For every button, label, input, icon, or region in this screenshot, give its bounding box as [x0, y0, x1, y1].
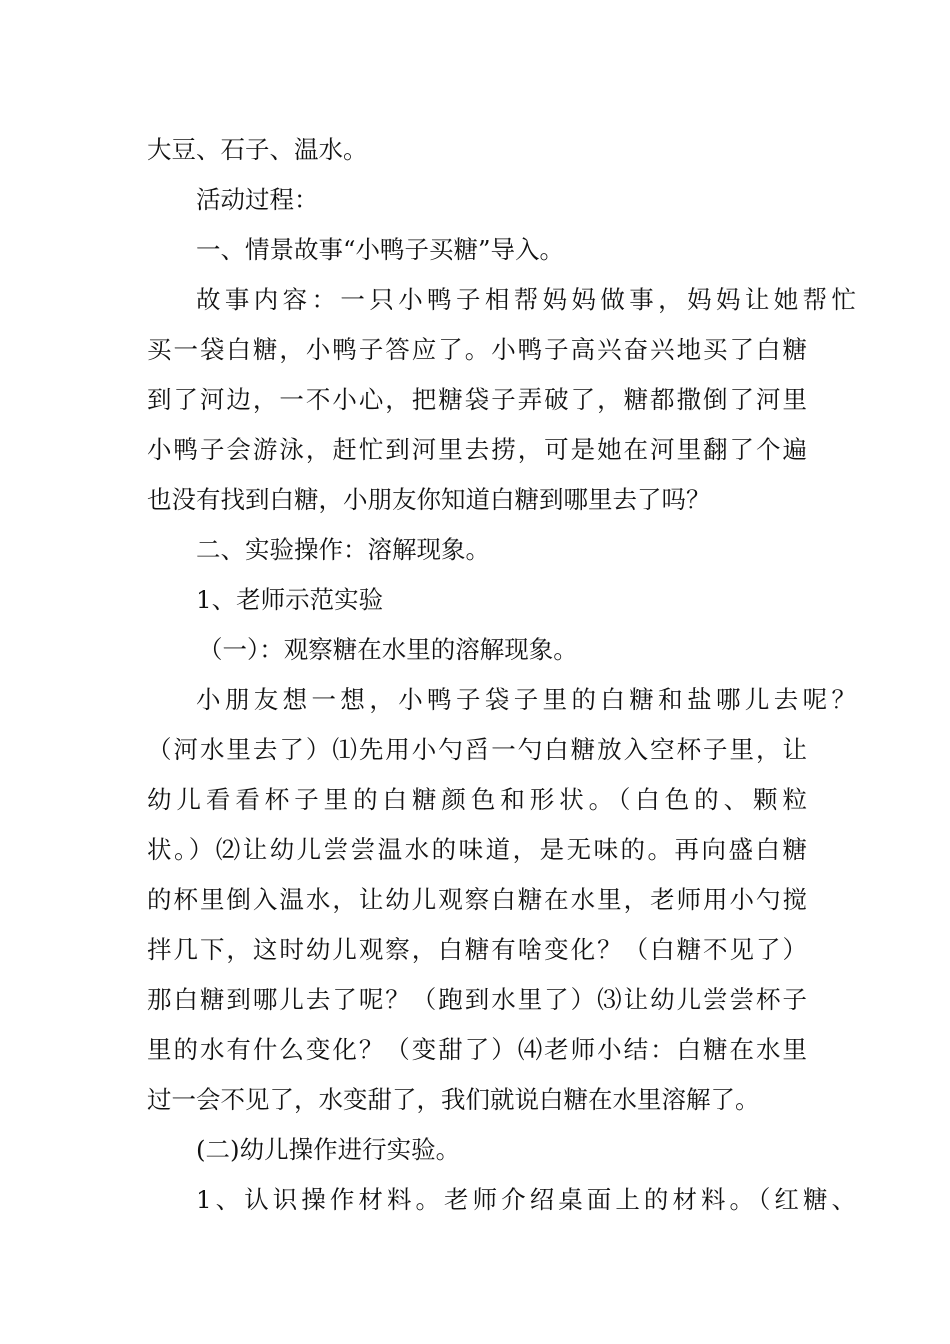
section-heading: 二、实验操作：溶解现象。: [196, 535, 490, 564]
text-line: （河水里去了）⑴先用小勺舀一勺白糖放入空杯子里，让: [147, 735, 807, 764]
subsection-heading: （一）：观察糖在水里的溶解现象。: [198, 635, 578, 664]
text-line: 小朋友想一想，小鸭子袋子里的白糖和盐哪儿去呢？: [196, 685, 856, 714]
text-line: 那白糖到哪儿去了呢？（跑到水里了）⑶让幼儿尝尝杯子: [147, 985, 807, 1014]
text-line: 大豆、石子、温水。: [147, 135, 368, 164]
text-line: 幼儿看看杯子里的白糖颜色和形状。（白色的、颗粒: [147, 785, 807, 814]
text-line: 状。）⑵让幼儿尝尝温水的味道，是无味的。再向盛白糖: [147, 835, 807, 864]
text-line: 也没有找到白糖，小朋友你知道白糖到哪里去了吗？: [147, 485, 711, 514]
subsection-heading: (二)幼儿操作进行实验。: [196, 1135, 461, 1164]
subsection-heading: 1、老师示范实验: [196, 585, 384, 614]
text-line: 里的水有什么变化？（变甜了）⑷老师小结：白糖在水里: [147, 1035, 807, 1064]
text-line: 1、认识操作材料。老师介绍桌面上的材料。（红糖、: [196, 1185, 856, 1214]
text-line: 到了河边，一不小心，把糖袋子弄破了，糖都撒倒了河里: [147, 385, 807, 414]
section-heading: 一、情景故事“小鸭子买糖”导入。: [196, 235, 565, 264]
text-line: 拌几下，这时幼儿观察，白糖有啥变化？（白糖不见了）: [147, 935, 807, 964]
section-heading: 活动过程：: [196, 185, 319, 214]
text-line: 故事内容：一只小鸭子相帮妈妈做事，妈妈让她帮忙: [196, 285, 856, 314]
text-line: 过一会不见了，水变甜了，我们就说白糖在水里溶解了。: [147, 1085, 760, 1114]
text-line: 小鸭子会游泳，赶忙到河里去捞，可是她在河里翻了个遍: [147, 435, 807, 464]
text-line: 的杯里倒入温水，让幼儿观察白糖在水里，老师用小勺搅: [147, 885, 807, 914]
text-line: 买一袋白糖，小鸭子答应了。小鸭子高兴奋兴地买了白糖: [147, 335, 807, 364]
